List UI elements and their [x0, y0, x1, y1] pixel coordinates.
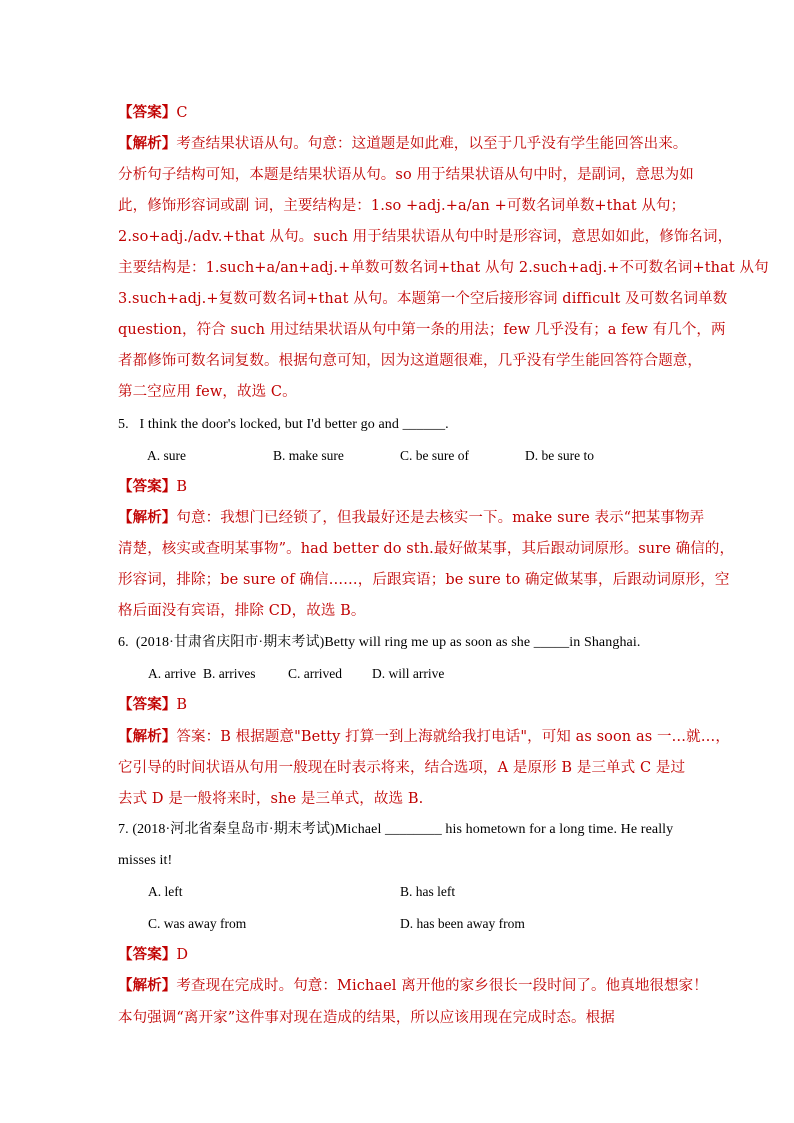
option-d: D. be sure to [525, 448, 594, 463]
answer-label: 【答案】 [118, 696, 177, 713]
explain-label: 【解析】 [118, 509, 177, 526]
answer-value: D [176, 947, 189, 963]
option-a: A. sure [147, 448, 186, 463]
explain-text: 主要结构是：1.such+a/an+adj.+单数可数名词+that 从句 2.such+adj.+不可数名词+that 从句 [118, 260, 769, 276]
explain-text: 形容词，排除；be sure of 确信……，后跟宾语；be sure to 确定做某事，后跟动词原形，空 [118, 572, 730, 588]
question-number: 5. [118, 417, 129, 432]
answer-label: 【答案】 [118, 946, 177, 963]
question-number: 7. [118, 822, 129, 837]
answer-label: 【答案】 [118, 104, 177, 121]
explain-text: 清楚，核实或查明某事物”。had better do sth.最好做某事，其后跟动词原形。sure 确信的， [118, 541, 735, 557]
explain-label: 【解析】 [118, 728, 177, 745]
explain-line [118, 727, 730, 747]
option-c: C. was away from [148, 916, 247, 931]
answer-line [118, 477, 684, 497]
explain-text: 答案：B 根据题意"Betty 打算一到上海就给我打电话"，可知 as soon as 一…就…， [176, 729, 730, 745]
answer-value: C [176, 105, 188, 121]
answer-line [118, 695, 684, 715]
question-text: (2018·河北省秦皇岛市·期末考试)Michael ________ his hometown for a long time. He really [132, 822, 674, 837]
explain-text: 考查现在完成时。句意：Michael 离开他的家乡很长一段时间了。他真地很想家！ [176, 978, 708, 994]
question-7 [118, 820, 684, 840]
explain-text: question，符合 such 用过结果状语从句中第一条的用法；few 几乎没有；a few 有几个，两 [118, 322, 726, 338]
explain-line [118, 508, 705, 528]
explain-text: 它引导的时间状语从句用一般现在时表示将来，结合选项，A 是原形 B 是三单式 C 是过 [118, 760, 686, 776]
option-c: C. arrived [288, 666, 342, 681]
question-text: I think the door's locked, but I'd better go and ______. [139, 417, 449, 432]
answer-value: B [176, 697, 188, 713]
answer-line [118, 945, 684, 965]
explain-label: 【解析】 [118, 135, 177, 152]
explain-text: 此，修饰形容词或副 词，主要结构是：1.so +adj.+a/an +可数名词单数+that 从句； [118, 198, 686, 214]
answer-label: 【答案】 [118, 478, 177, 495]
question-5 [118, 415, 684, 435]
option-b: B. has left [400, 884, 456, 899]
option-b: B. make sure [273, 448, 344, 463]
explain-label: 【解析】 [118, 977, 177, 994]
explain-line [118, 976, 708, 996]
explain-text: 2.so+adj./adv.+that 从句。such 用于结果状语从句中时是形容词，意思如如此，修饰名词， [118, 229, 733, 245]
explain-text: 分析句子结构可知，本题是结果状语从句。so 用于结果状语从句中时，是副词，意思为如 [118, 167, 694, 183]
explain-text: 句意：我想门已经锁了，但我最好还是去核实一下。make sure 表示“把某事物弄 [176, 510, 705, 526]
question-6 [118, 633, 684, 653]
explain-text: 者都修饰可数名词复数。根据句意可知，因为这道题很难，几乎没有学生能回答符合题意， [118, 353, 702, 369]
explain-text: 3.such+adj.+复数可数名词+that 从句。本题第一个空后接形容词 difficult 及可数名词单数 [118, 291, 728, 307]
question-number: 6. [118, 635, 129, 650]
option-b: B. arrives [203, 666, 256, 681]
explain-line [118, 134, 688, 154]
option-d: D. has been away from [400, 916, 525, 931]
option-a: A. left [148, 884, 183, 899]
explain-text: 第二空应用 few，故选 C。 [118, 384, 297, 400]
explain-text: 格后面没有宾语，排除 CD，故选 B。 [118, 603, 366, 619]
explain-text: 本句强调“离开家”这件事对现在造成的结果，所以应该用现在完成时态。根据 [118, 1010, 615, 1026]
question-text: (2018·甘肃省庆阳市·期末考试)Betty will ring me up as soon as she _____in Shanghai. [135, 635, 641, 650]
option-c: C. be sure of [400, 448, 469, 463]
option-d: D. will arrive [372, 666, 445, 681]
option-a: A. arrive [148, 666, 196, 681]
explain-text: 考查结果状语从句。句意：这道题是如此难，以至于几乎没有学生能回答出来。 [176, 136, 688, 152]
answer-value: B [176, 479, 188, 495]
explain-text: 去式 D 是一般将来时，she 是三单式，故选 B. [118, 791, 424, 807]
question-text: misses it! [118, 853, 173, 868]
answer-line [118, 103, 684, 123]
